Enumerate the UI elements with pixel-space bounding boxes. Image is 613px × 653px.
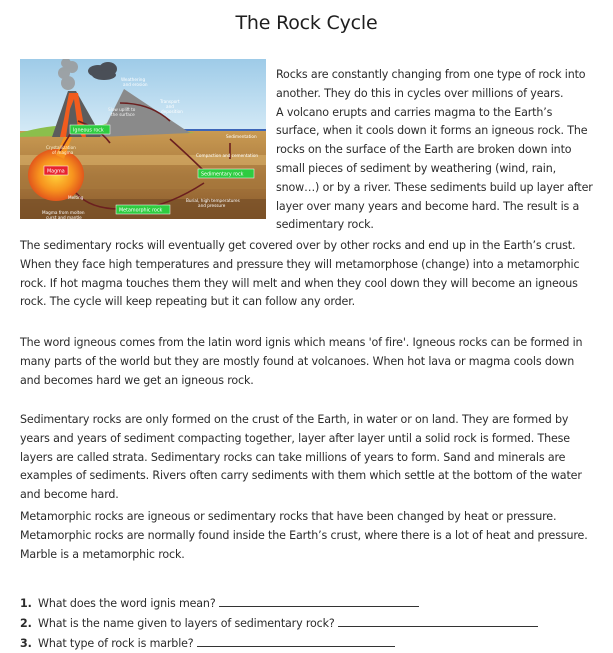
question-number: 3. (20, 636, 32, 650)
answer-line-1[interactable] (219, 594, 419, 607)
label-crystallization: Crystallization (46, 145, 76, 150)
rock-cycle-diagram (20, 59, 266, 219)
sedimentary-rock-box (198, 169, 254, 178)
label-magma-mantle: Magma from molten (42, 210, 85, 215)
answer-line-2[interactable] (338, 614, 538, 627)
label-weathering: Weathering (121, 77, 146, 82)
answer-line-3[interactable] (197, 634, 395, 647)
question-number: 2. (20, 616, 32, 630)
question-list (20, 594, 596, 653)
paragraph-text: Sedimentary rocks are only formed on the crust of the Earth, in water or on land. They are formed by years and years of sediment compacting together, layer after layer until a solid rock is formed. These layers are called strata. Sedimentary rocks can take millions of years to form. Sand and minerals are examples of sediments. Rivers often carry sediments with them which settle at the bottom of the water and become hard. (20, 413, 582, 502)
label-burial-2: and pressure (198, 203, 226, 208)
question-1 (20, 594, 596, 614)
paragraph-sedimentary-metamorphic (20, 237, 596, 312)
label-burial: Burial, high temperatures (186, 198, 240, 203)
paragraph-igneous (20, 334, 596, 390)
paragraph-text: The word igneous comes from the latin word ignis which means 'of fire'. Igneous rocks can be formed in many parts of the world but they are mostly found at volcanoes. When hot lava or magma cools down and becomes hard we get an igneous rock. (20, 336, 583, 387)
question-number: 1. (20, 597, 32, 610)
paragraph-sedimentary (20, 411, 596, 505)
metamorphic-rock-box (116, 205, 170, 214)
label-transport-2: and (166, 104, 174, 109)
question-2 (20, 614, 596, 634)
question-text: What is the name given to layers of sedimentary rock? (38, 616, 335, 630)
svg-text:Magma: Magma (47, 169, 65, 175)
intro-paragraph-1: Rocks are constantly changing from one type of rock into another. They do this in cycles over millions of years. (276, 68, 586, 100)
label-sedimentation: Sedimentation (226, 134, 257, 139)
svg-text:Metamorphic rock: Metamorphic rock (119, 208, 163, 214)
svg-text:Igneous rock: Igneous rock (73, 128, 104, 134)
magma-box (44, 166, 68, 175)
svg-text:Sedimentary rock: Sedimentary rock (201, 172, 244, 178)
label-magma-mantle-2: curst and mantle (46, 215, 82, 219)
label-transport: Transport (160, 99, 180, 104)
label-crystallization-2: of magma (52, 150, 74, 155)
page-title: The Rock Cycle (235, 12, 378, 34)
intro-paragraph-2: A volcano erupts and carries magma to the Earth’s surface, when it cools down it forms an igneous rock. The rocks on the surface of the Earth are broken down into small pieces of sediment by weathering (wind, rain, snow…) or by a river. These sediments build up layer after layer over many years and become hard. The result is a sedimentary rock. (276, 105, 593, 232)
paragraph-metamorphic (20, 508, 596, 564)
label-compaction: Compaction and cementation (196, 153, 259, 158)
label-weathering-2: and erosion (123, 82, 148, 87)
label-uplift-2: the surface (111, 112, 135, 117)
label-uplift: Slow uplift to (108, 107, 136, 112)
label-melting: Melting (68, 195, 84, 200)
intro-text (276, 66, 596, 235)
igneous-rock-box (70, 125, 110, 134)
question-text: What does the word ignis mean? (38, 597, 216, 610)
paragraph-text: Metamorphic rocks are igneous or sedimentary rocks that have been changed by heat or pressure. Metamorphic rocks are normally found inside the Earth’s crust, where there is a lot of heat and pressure. Marble is a metamorphic rock. (20, 510, 588, 561)
question-text: What type of rock is marble? (38, 636, 194, 650)
label-transport-3: deposition (161, 109, 183, 114)
paragraph-text: The sedimentary rocks will eventually get covered over by other rocks and end up in the Earth’s crust. When they face high temperatures and pressure they will metamorphose (change) into a metamorphic rock. If hot magma touches them they will melt and when they cool down they will become an igneous rock. The cycle will keep repeating but it can follow any order. (20, 239, 580, 309)
question-3 (20, 634, 596, 653)
